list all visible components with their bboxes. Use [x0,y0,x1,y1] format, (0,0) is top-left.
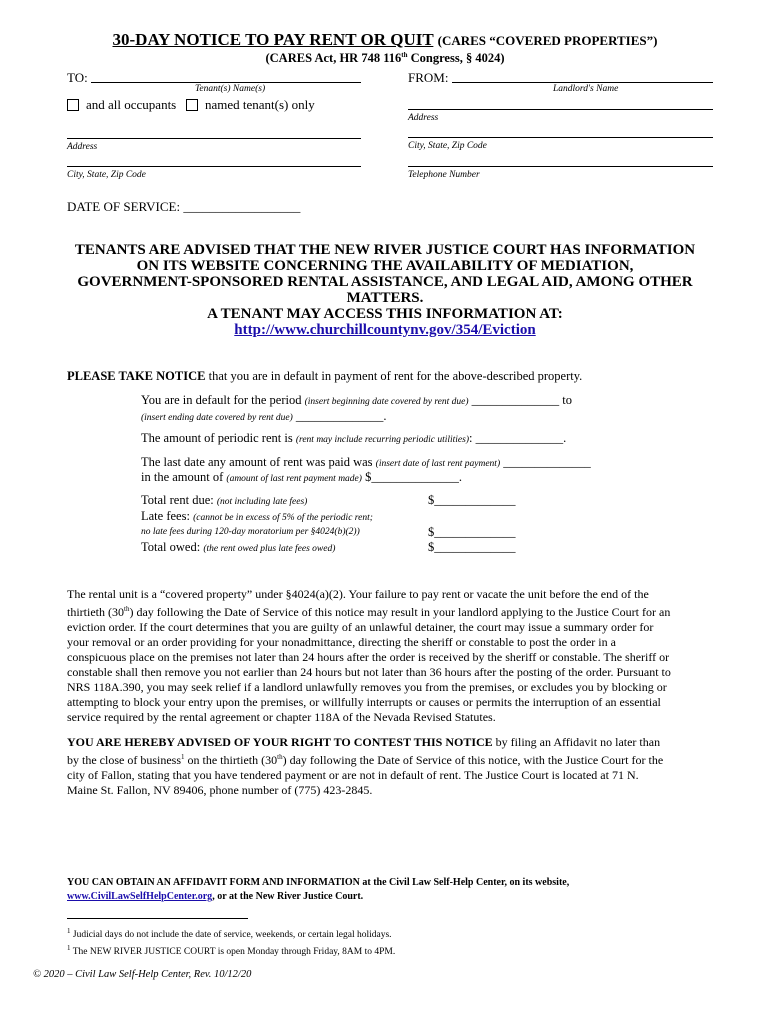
footnotes [67,925,395,959]
page-footer: © 2020 – Civil Law Self-Help Center, Rev. 10/12/20 [33,969,252,980]
last-payment-line [141,455,591,470]
landlord-name-field[interactable] [452,82,713,83]
due-hint: (not including late fees) [216,497,308,507]
tenant-address-field[interactable] [67,138,361,139]
tenant-city-caption: City, State, Zip Code [67,170,146,180]
all-occupants-label: and all occupants [86,97,177,112]
para-line-6: constable shall then remove you not earlier than 24 hours but not later than 36 hours after the posting of the order. Pursuant to [67,665,671,679]
due-label: Total rent due: [141,493,214,507]
rent-hint: (rent may include recurring periodic utilities) [295,435,469,445]
para-line-1: The rental unit is a “covered property” under §4024(a)(2). Your failure to pay rent or vacate the unit before the end of the [67,587,649,601]
self-help-center-link[interactable]: www.CivilLawSelfHelpCenter.org [67,891,213,902]
owed-label: Total owed: [141,540,201,554]
contest-line-3: city of Fallon, stating that you have tendered payment or are not in default of rent. The Justice Court is located at 71 N. [67,768,639,782]
landlord-phone-caption: Telephone Number [408,170,480,180]
footnote-1 [67,925,395,942]
all-occupants-checkbox[interactable] [67,99,79,111]
tenant-address-caption: Address [67,142,98,152]
fees-hint-1: (cannot be in excess of 5% of the periodic rent; [193,513,373,523]
notice-lead-bold: PLEASE TAKE NOTICE [67,369,206,383]
default-period-line [141,393,572,408]
named-tenants-checkbox[interactable] [186,99,198,111]
amount-pre: in the amount of [141,470,227,484]
periodic-rent-field[interactable]: : ______________. [469,431,567,445]
para-line-7: NRS 118A.390, you may seek relief if a landlord unlawfully removes you from the premises, or excludes you by blocking or [67,680,667,694]
contest-line-4: Maine St. Fallon, NV 89406, phone number of (775) 423-2845. [67,783,373,797]
period-pre: You are in default for the period [141,393,305,407]
para-line-2a: thirtieth (30 [67,605,124,619]
fees-label: Late fees: [141,509,190,523]
para-line-4: your removal or an order providing for your nonadmittance, directing the sheriff or constable to post the order in a [67,635,616,649]
period-hint-2: (insert ending date covered by rent due) [141,413,293,423]
footnote-divider [67,918,248,919]
affidavit-line-2-rest: , or at the New River Justice Court. [212,891,364,902]
subtitle-pre: (CARES Act, HR 748 116 [265,51,402,66]
footnote-2-text: The NEW RIVER JUSTICE COURT is open Monday through Friday, 8AM to 4PM. [70,947,396,958]
subtitle-post: Congress, § 4024) [407,51,505,66]
last-hint: (insert date of last rent payment) [375,459,501,469]
banner-line-2: ON ITS WEBSITE CONCERNING THE AVAILABILITY OF MEDIATION, [136,258,634,274]
para-line-2b: ) day following the Date of Service of this notice may result in your landlord applying to the Justice Court for an [129,605,671,619]
late-fees-field[interactable]: $_____________ [428,525,516,539]
period-begin-field[interactable]: ______________ to [468,393,573,407]
late-fees-label [141,509,373,524]
para-line-8: attempting to block your entry upon the premises, or willfully interrupts or causes or permits the interruption of an essential [67,695,661,709]
document-subtitle [0,51,770,66]
footnote-ref-1: 1 [180,753,185,761]
landlord-phone-field[interactable] [408,166,713,167]
notice-lead-rest: that you are in default in payment of rent for the above-described property. [205,369,583,383]
banner-line-1: TENANTS ARE ADVISED THAT THE NEW RIVER JUSTICE COURT HAS INFORMATION [74,242,696,258]
subtitle-sup: th [401,51,408,59]
total-rent-due-label [141,493,307,508]
contest-bold: YOU ARE HEREBY ADVISED OF YOUR RIGHT TO CONTEST THIS NOTICE [67,735,493,749]
banner-line-5: A TENANT MAY ACCESS THIS INFORMATION AT: [207,306,563,322]
total-rent-due-field[interactable]: $_____________ [428,493,516,507]
affidavit-line-2 [67,890,717,904]
amount-hint: (amount of last rent payment made) [226,474,362,484]
owed-hint: (the rent owed plus late fees owed) [203,544,336,554]
late-fees-hint-2: no late fees during 120-day moratorium per §4024(b)(2)) [141,527,360,537]
title-main: 30-DAY NOTICE TO PAY RENT OR QUIT [112,30,434,49]
title-paren: (CARES “COVERED PROPERTIES”) [437,33,658,48]
document-title [0,30,770,50]
last-amount-line [141,470,462,485]
footnote-2 [67,942,395,959]
affidavit-line-1: YOU CAN OBTAIN AN AFFIDAVIT FORM AND INFORMATION at the Civil Law Self-Help Center, on its website, [67,877,570,888]
landlord-city-caption: City, State, Zip Code [408,141,487,151]
last-payment-date-field[interactable]: ______________ [500,455,591,469]
contest-notice-paragraph [67,735,717,798]
contest-line-1-rest: by filing an Affidavit no later than [492,735,661,749]
total-owed-field[interactable]: $_____________ [428,540,516,554]
para-line-3: eviction order. If the court determines that you are guilty of an unlawful detainer, the court may issue a summary order for [67,620,654,634]
landlord-address-caption: Address [408,113,439,123]
total-owed-label [141,540,335,555]
contest-sup-th: th [277,753,283,761]
contest-line-2b: on the thirtieth (30 [184,753,278,767]
footnote-2-mark: 1 [67,944,71,953]
period-end-field[interactable]: ______________. [292,409,387,423]
contest-line-1 [67,735,717,750]
contest-line-2a: by the close of business [67,753,181,767]
to-label: TO: [67,70,88,85]
landlord-city-field[interactable] [408,137,713,138]
from-label: FROM: [408,70,449,85]
para-line-5: conspicuous place on the premises not later than 24 hours after the order is received by the sheriff or constable. The sheriff or [67,650,670,664]
date-of-service-field[interactable]: __________________ [183,199,301,214]
last-payment-amount-field[interactable]: $______________. [361,470,462,484]
court-info-banner [60,242,710,338]
landlord-name-caption: Landlord's Name [553,84,619,94]
landlord-address-field[interactable] [408,109,713,110]
footnote-1-text: Judicial days do not include the date of service, weekends, or certain legal holidays. [70,930,392,941]
para-line-9: service required by the rental agreement or chapter 118A of the Nevada Revised Statutes. [67,710,496,724]
banner-line-4: MATTERS. [346,290,424,306]
periodic-rent-line [141,431,566,446]
period-hint-1: (insert beginning date covered by rent due) [304,397,469,407]
eviction-info-link[interactable]: http://www.churchillcountynv.gov/354/Eviction [234,322,536,338]
contest-line-2 [67,750,717,768]
tenant-name-caption: Tenant(s) Name(s) [195,84,266,94]
date-of-service-label: DATE OF SERVICE: [67,199,181,214]
please-take-notice [67,369,582,384]
rent-pre: The amount of periodic rent is [141,431,296,445]
date-of-service [67,199,300,215]
named-tenants-label: named tenant(s) only [205,97,315,112]
covered-property-paragraph [67,587,717,725]
banner-line-3: GOVERNMENT-SPONSORED RENTAL ASSISTANCE, AND LEGAL AID, AMONG OTHER [77,274,693,290]
footnote-1-mark: 1 [67,927,71,935]
tenant-name-field[interactable] [91,82,361,83]
default-period-line-2 [141,409,387,424]
para-line-2-sup: th [124,605,130,613]
last-pre: The last date any amount of rent was paid was [141,455,376,469]
contest-line-2c: ) day following the Date of Service of this notice, with the Justice Court for the [282,753,664,767]
para-line-2 [67,602,717,620]
affidavit-info [67,876,717,904]
tenant-city-field[interactable] [67,166,361,167]
